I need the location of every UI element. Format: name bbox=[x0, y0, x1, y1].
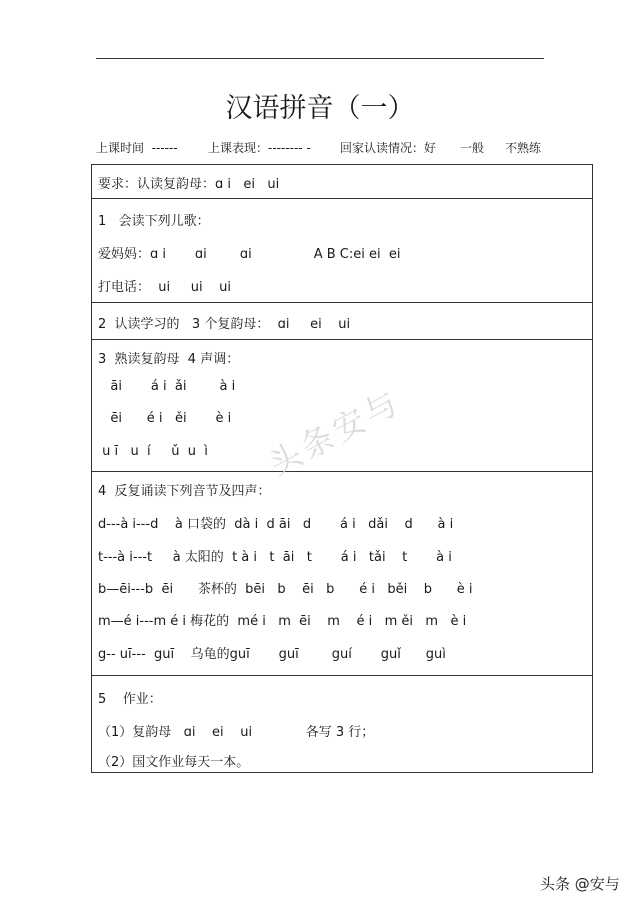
tone-row-ai: āi á i ǎi à i bbox=[98, 379, 236, 394]
nursery-rhyme-line-2: 打电话： ui ui ui bbox=[98, 280, 232, 295]
header-rule bbox=[96, 58, 544, 59]
class-time-label: 上课时间 ------ bbox=[96, 141, 178, 155]
section-3-title: 3 熟读复韵母 4 声调： bbox=[98, 352, 240, 367]
section-2-text: 2 认读学习的 3 个复韵母： ɑi ei ui bbox=[98, 317, 351, 332]
section-4 bbox=[92, 472, 592, 675]
section-3 bbox=[92, 340, 592, 471]
option-general: 一般 bbox=[460, 141, 485, 155]
homework-item-1: （1）复韵母 ɑi ei ui 各写 3 行； bbox=[98, 725, 375, 740]
brand-label: 头条 @安与 bbox=[540, 875, 620, 893]
syllable-line-mei: m—é i---m é i 梅花的 mé i m ēi m é i m ěi m è i bbox=[98, 614, 467, 629]
requirement-row bbox=[92, 165, 592, 198]
page-title: 汉语拼音（一） bbox=[225, 93, 415, 124]
tone-row-ui: u ī u í ǔ u ì bbox=[98, 444, 208, 459]
section-4-title: 4 反复诵读下列音节及四声： bbox=[98, 484, 271, 499]
syllable-line-gui: g-- uī--- guī 乌龟的guī guī guí guǐ guì bbox=[98, 647, 446, 662]
nursery-rhyme-line-1: 爱妈妈：ɑ i ɑi ɑi A B C:ei ei ei bbox=[98, 247, 401, 262]
section-5-title: 5 作业： bbox=[98, 692, 162, 707]
syllable-line-dai: d---à i---d à 口袋的 dà i d āi d á i dǎi d à i bbox=[98, 517, 454, 532]
tone-row-ei: ēi é i ěi è i bbox=[98, 411, 232, 426]
requirement-text: 要求：认读复韵母：ɑ i ei ui bbox=[98, 177, 280, 192]
option-unfamiliar: 不熟练 bbox=[505, 141, 542, 155]
section-5 bbox=[92, 676, 592, 772]
section-1 bbox=[92, 199, 592, 302]
section-1-title: 1 会读下列儿歌： bbox=[98, 214, 210, 229]
syllable-line-bei: b—ēi---b ēi 茶杯的 bēi b ēi b é i běi b è i bbox=[98, 582, 473, 597]
lesson-table bbox=[91, 164, 593, 773]
class-performance-label: 上课表现：-------- - bbox=[208, 141, 311, 155]
watermark: 头条安与 bbox=[262, 382, 408, 484]
section-2 bbox=[92, 303, 592, 339]
syllable-line-tai: t---à i---t à 太阳的 t à i t āi t á i tǎi t à i bbox=[98, 550, 452, 565]
home-reading-label: 回家认读情况：好 bbox=[340, 141, 437, 155]
homework-item-2: （2）国文作业每天一本。 bbox=[98, 755, 250, 770]
